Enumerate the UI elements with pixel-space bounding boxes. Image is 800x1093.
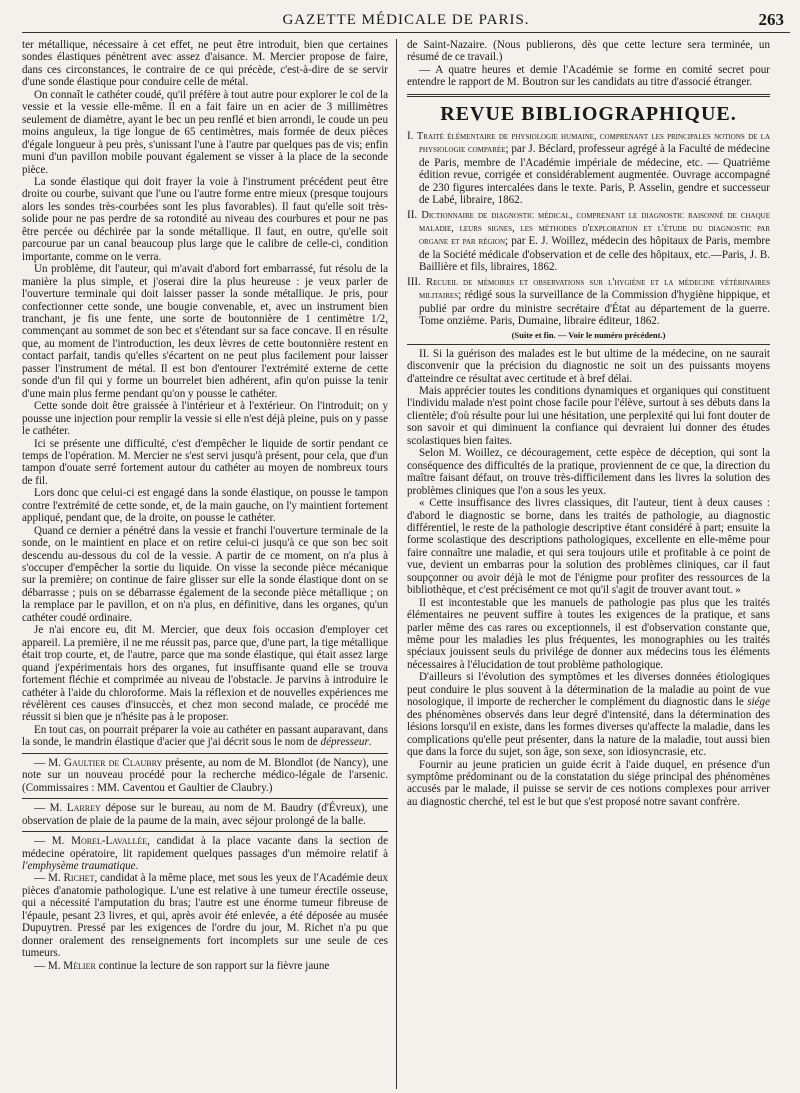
columns — [22, 39, 790, 1089]
notice-paragraph — [22, 872, 388, 959]
speaker-name: — M. Gaultier de Claubry — [34, 756, 163, 769]
entry-number: II. — [407, 208, 422, 221]
entry-number: I. — [407, 129, 417, 142]
paragraph: Lors donc que celui-ci est engagé dans la sonde élastique, on pousse le tampon contre l'extrémité de cette sonde, et, de la main gauche, on l'y maintient fortement appliqué, pendant que, de la droite, on pousse le cathéter. — [22, 487, 388, 525]
paragraph: Mais apprécier toutes les conditions dynamiques et organiques qui constituent l'individu malade n'est point chose facile pour l'élève, surtout à ses débuts dans la clientèle; d'où résulte pour lui une hésitation, une perplexité qui lui font douter de son savoir et qui diminuent la confiance qui devraient lui donner des études scolastiques bien faites. — [407, 384, 770, 447]
section-title: REVUE BIBLIOGRAPHIQUE. — [440, 102, 737, 125]
section-divider — [407, 94, 770, 97]
divider — [22, 798, 388, 799]
bibliography-entry — [407, 130, 770, 207]
entry-title: Recueil de mémoires et observations sur l'hygiène et la médecine vétérinaires militaires — [419, 276, 770, 302]
paragraph: On connaît le cathéter coudé, qu'il préfère à tout autre pour explorer le col de la vessie et la vessie elle-même. Il en a fait faire un en acier de 3 millimètres seulement de diamètre, ayant le bec un peu renflé et bien arrondi, le coude un peu moins anguleux, la tige longue de 65 centimètres, mais formée de deux pièces d'égale longueur à peu près, s'unissant l'une à l'autre par quelques pas de vis; enfin muni d'un pavillon mobile pouvant également se visser à la place de la seconde pièce. — [22, 88, 388, 176]
paragraph: Ici se présente une difficulté, c'est d'empêcher le liquide de sortir pendant ce temps de l'opération. M. Mercier ne s'est servi jusqu'à présent, pour cela, que d'un tampon d'ouate serré fortement autour du cathéter au moyen de nombreux tours de fil. — [22, 437, 388, 487]
entry-details: ; rédigé sous la surveillance de la Commission d'hygiène hippique, et publié par ordre du ministre secrétaire d'État au département de la guerre. Tome onzième. Paris, Dumaine, libraire éditeur, 1862. — [419, 289, 770, 328]
emphasis: siége — [747, 696, 770, 709]
text: , candidat à la place vacante dans la section de médecine opératoire, lit rapidement quelques passages d'un mémoire relatif à — [22, 835, 388, 860]
entry-title: Traité élémentaire de physiologie humaine, comprenant les principales notions de la physiologie comparée — [416, 130, 770, 156]
notice-paragraph — [22, 757, 388, 794]
speaker-name: — M. Larrey — [34, 802, 101, 815]
paragraph: Je n'ai encore eu, dit M. Mercier, que deux fois occasion d'employer cet appareil. La première, il ne me réussit pas, parce que, d'une part, la tige métallique était trop courte, et, de l'autre, parce que ma sonde élastique, qui était assez large quand j'expérimentais hors des organes, fut insuffisante quand elle se trouva fortement fléchie et comprimée au niveau de l'obstacle. Je parvins à introduire le cathéter à l'aide du chloroforme. Mais la réflexion et de nouvelles expériences me révélèrent ces causes d'insuccès, et chez mon second malade, ce procédé me réussit si bien que je n'hésite pas à le proposer. — [22, 624, 388, 724]
text: des phénomènes observés dans leur degré d'intensité, dans la détermination des lésions lorsqu'il en existe, dans les formes diverses qu'affecte la maladie, dans les complications qu'elle peut présenter, dans la nature de la maladie, tout aussi bien que dans la force du sujet, son âge, son sexe, son idiosyncrasie, etc. — [407, 708, 770, 759]
paragraph: Un problème, dit l'auteur, qui m'avait d'abord fort embarrassé, fut résolu de la manière la plus simple, et j'oserai dire la plus heureuse : je veux parler de l'ouverture terminale qui doit laisser passer la sonde métallique. Je pris, pour confectionner cette sonde, une bougie convenable, et, avec un instrument bien tranchant, je fis une fente, une sorte de boutonnière de 1 centimètre 1/2, commençant au sommet de son bec et s'étendant sur sa face concave. Il en résulte que, au moment de l'introduction, les deux lèvres de cette boutonnière restent en contact parfait, tandis qu'elles s'écartent on ne peut plus facilement pour laisser passer l'instrument de métal. Il est bon d'entourer l'extrémité externe de cette sonde d'un fil qui y forme un bourrelet bien adhérent, afin qu'on puisse la tenir d'une main plus ferme pendant qu'on y pousse le cathéter. — [22, 263, 388, 400]
text: En tout cas, on pourrait préparer la voie au cathéter en passant auparavant, dans la sonde, le mandrin élastique d'acier que j'ai décrit sous le nom de — [22, 723, 388, 749]
text: . — [368, 736, 372, 749]
notice-paragraph — [22, 835, 388, 872]
left-column — [22, 39, 396, 1089]
text: continue la lecture de son rapport sur la fièvre jaune — [95, 959, 330, 972]
paragraph — [407, 671, 770, 758]
paragraph: — A quatre heures et demie l'Académie se forme en comité secret pour entendre le rapport de M. Boutron sur les candidats au titre d'associé étranger. — [407, 63, 770, 89]
bibliography-entry — [407, 276, 770, 328]
entry-details: ; par J. Béclard, professeur agrégé à la Faculté de médecine de Paris, membre de l'Académie impériale de médecine, etc. — Quatrième édition revue, corrigée et considérablement augmentée. Ouvrage accompagné de 230 figures intercalées dans le texte. Paris, P. Asselin, gendre et successeur de Labé, libraire, 1862. — [419, 143, 770, 207]
divider — [407, 344, 770, 345]
continuation-note: (Suite et fin. — Voir le numéro précédent.) — [511, 329, 666, 340]
right-column — [396, 39, 770, 1089]
paragraph: Fournir au jeune praticien un guide écrit à l'aide duquel, en présence d'un symptôme prédominant ou de la constatation du siége principal des phénomènes accusés par le malade, il puisse se servir de ces notions complexes pour arriver au diagnostic cherché, tel est le but que s'est proposé notre savant confrère. — [407, 758, 770, 808]
entry-number: III. — [407, 275, 427, 288]
speaker-name: — M. Richet — [34, 872, 95, 885]
text: , candidat à la même place, met sous les yeux de l'Académie deux pièces d'anatomie pathologique. L'une est relative à une tumeur érectile osseuse, qui a nécessité l'amputation du bras; l'autre est une énorme tumeur fibreuse de l'épaule, pesant 23 livres, et qui, après avoir été enlevée, a été déposée au musée Dupuytren. Pressé par les exigences de l'ordre du jour, M. Richet n'a pu que donner oralement des renseignements fort incomplets sur une seule de ces tumeurs. — [22, 872, 388, 960]
paragraph — [22, 724, 388, 749]
text: D'ailleurs si l'évolution des symptômes et les diverses données étiologiques peut conduire le plus souvent à la détermination de la maladie au point de vue nosologique, il importe de rechercher le complément du diagnostic dans le — [407, 671, 770, 709]
divider — [22, 753, 388, 754]
text: . — [135, 860, 139, 872]
notice-paragraph — [22, 802, 388, 827]
text: présente, au nom de M. Blondlot (de Nancy), une note sur un nouveau procédé pour la recherche médico-légale de l'arsenic. (Commissaires : MM. Caventou et Gaultier de Claubry.) — [22, 756, 388, 794]
paragraph: Cette sonde doit être graissée à l'intérieur et à l'extérieur. On l'introduit; on y pousse une injection pour remplir la vessie si elle n'est déjà pleine, puis on y passe le cathéter. — [22, 400, 388, 438]
journal-title: GAZETTE MÉDICALE DE PARIS. — [282, 12, 530, 28]
paragraph: « Cette insuffisance des livres classiques, dit l'auteur, tient à deux causes : d'abord le diagnostic se borne, dans les traités de pathologie, au diagnostic différentiel, le reste de la pathologie descriptive étant considéré à part; ensuite la forme scolastique des descriptions pathologiques, excellente en elle-même pour faire connaître une maladie, et qui sera toujours utile et profitable à ce point de vue, devient un embarras pour la solution des problèmes cliniques, car il faut soupçonner ou avoir déjà le mot de l'énigme pour profiter des ressources de la bibliothèque, et c'est précisément ce mot qu'il s'agit de trouver avant tout. » — [407, 497, 770, 597]
paragraph: Selon M. Woillez, ce découragement, cette espèce de déception, qui sont la conséquence des difficultés de la pratique, proviennent de ce que, la direction du maître faisant défaut, on trouve très-difficilement dans les livres la solution des problèmes cliniques que l'on a sous les yeux. — [407, 447, 770, 497]
paragraph: Il est incontestable que les manuels de pathologie pas plus que les traités élémentaires ne peuvent suffire à toutes les exigences de la pratique, et sans parler même des cas rares ou exceptionnels, il est d'observation constante que, même pour les maladies les plus fréquentes, les monographies ou les traités spéciaux jouissent seuls du privilége de donner aux médecins tous les éléments nécessaires à l'élucidation de tout problème pathologique. — [407, 596, 770, 671]
speaker-name: — M. Morel-Lavallée — [34, 835, 148, 848]
text: dépose sur le bureau, au nom de M. Baudry (d'Évreux), une observation de plaie de la paume de la main, avec séjour prolongé de la balle. — [22, 802, 388, 827]
paragraph: Quand ce dernier a pénétré dans la vessie et franchi l'ouverture terminale de la sonde, on le maintient en place et on retire celui-ci jusqu'à ce que son bec soit descendu au-dessous du col de la vessie. A partir de ce moment, on n'a plus à s'occuper d'empêcher la sortie du liquide. On visse la seconde pièce mécanique sur la première; on continue de faire glisser sur elle la sonde élastique dont on se débarrasse ; puis on se débarrasse également de la seconde pièce métallique ; on la remplace par le pavillon, et on n'a plus, en définitive, dans les organes, qu'un cathéter coudé ordinaire. — [22, 524, 388, 624]
speaker-name: — M. Mélier — [34, 959, 96, 972]
paragraph: ter métallique, nécessaire à cet effet, ne peut être introduit, bien que certaines sondes élastiques pénètrent avec assez d'aisance. M. Mercier propose de faire, dans ces circonstances, le contraire de ce qui précède, c'est-à-dire de se servir d'une sonde élastique pour conduire celle de métal. — [22, 39, 388, 89]
notice-paragraph — [22, 960, 388, 972]
page-number: 263 — [758, 10, 784, 29]
paragraph: La sonde élastique qui doit frayer la voie à l'instrument précédent peut être droite ou courbe, suivant que l'une ou l'autre forme entre mieux (presque toujours alors les sondes très-courbées sont les plus favorables). Il faut qu'elle soit très-solide pour ne pas perdre de sa rotondité au niveau des courbures et pour ne pas être percée ou déchirée par la sonde métallique. Il faut, en outre, qu'elle soit parcourue par un canal beaucoup plus large que le calibre de celle-ci, condition importante, comme on le verra. — [22, 175, 388, 263]
page-header — [22, 8, 790, 33]
entry-details: ; par E. J. Woillez, médecin des hôpitaux de Paris, membre de la Société médicale d'observation et de celle des hôpitaux, etc.—Paris, J. B. Baillière et fils, libraires, 1862. — [419, 235, 770, 274]
paragraph: II. Si la guérison des malades est le but ultime de la médecine, on ne saurait disconvenir que la précision du diagnostic ne soit un des puissants moyens d'atteindre ce résultat avec certitude et à bref délai. — [407, 347, 770, 385]
bibliography-entry — [407, 209, 770, 274]
paragraph: de Saint-Nazaire. (Nous publierons, dès que cette lecture sera terminée, un résumé de ce travail.) — [407, 39, 770, 64]
entry-title: Dictionnaire de diagnostic médical, comprenant le diagnostic raisonné de chaque maladie, leurs signes, les méthodes d'exploration et l'étude du diagnostic par organe et par région — [419, 209, 770, 248]
divider — [22, 831, 388, 832]
emphasis: dépresseur — [320, 736, 369, 749]
emphasis: l'emphysème traumatique — [22, 860, 136, 872]
